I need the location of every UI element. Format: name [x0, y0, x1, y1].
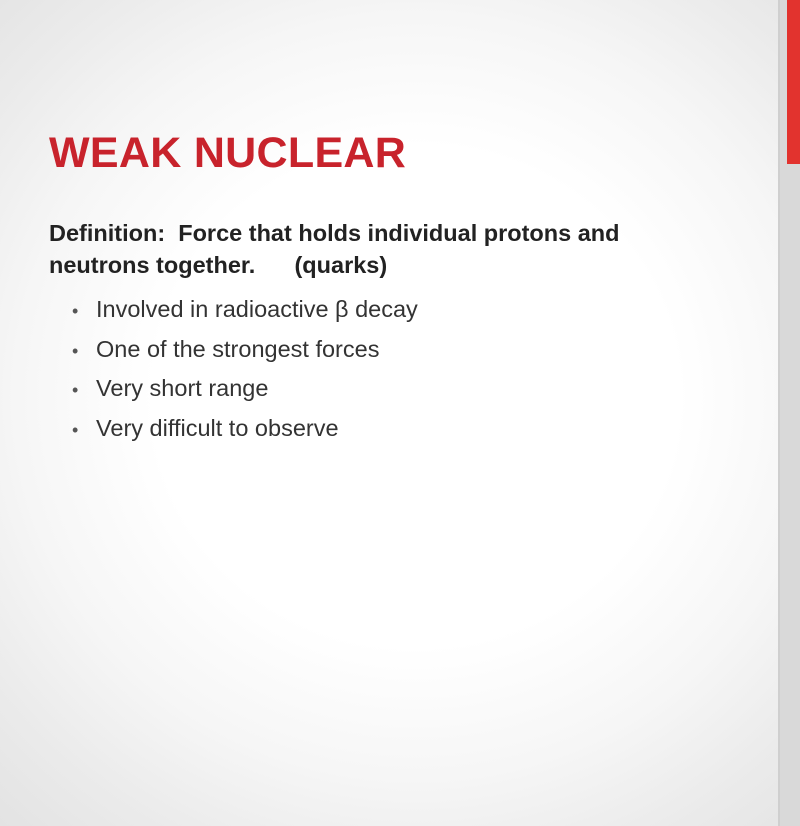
definition-text [49, 217, 749, 281]
bullet-text: Involved in radioactive β decay [96, 296, 418, 322]
list-item [72, 331, 418, 371]
bullet-icon: • [72, 340, 79, 361]
bullet-text: Very difficult to observe [96, 415, 339, 442]
slide-title: WEAK NUCLEAR [49, 129, 407, 177]
bullet-text: One of the strongest forces [96, 335, 380, 362]
bullet-icon: • [72, 420, 79, 441]
definition-line-2: neutrons together. (quarks) [49, 252, 388, 278]
list-item [72, 291, 418, 331]
definition-line-1: Definition: Force that holds individual protons and [49, 220, 620, 246]
bullet-list [72, 291, 418, 450]
bullet-icon: • [72, 380, 79, 401]
bullet-text: Very short range [96, 375, 269, 402]
slide-side-divider [778, 0, 780, 826]
accent-bar [787, 0, 800, 164]
bullet-icon: • [72, 301, 79, 321]
list-item [72, 410, 418, 450]
list-item [72, 370, 418, 410]
